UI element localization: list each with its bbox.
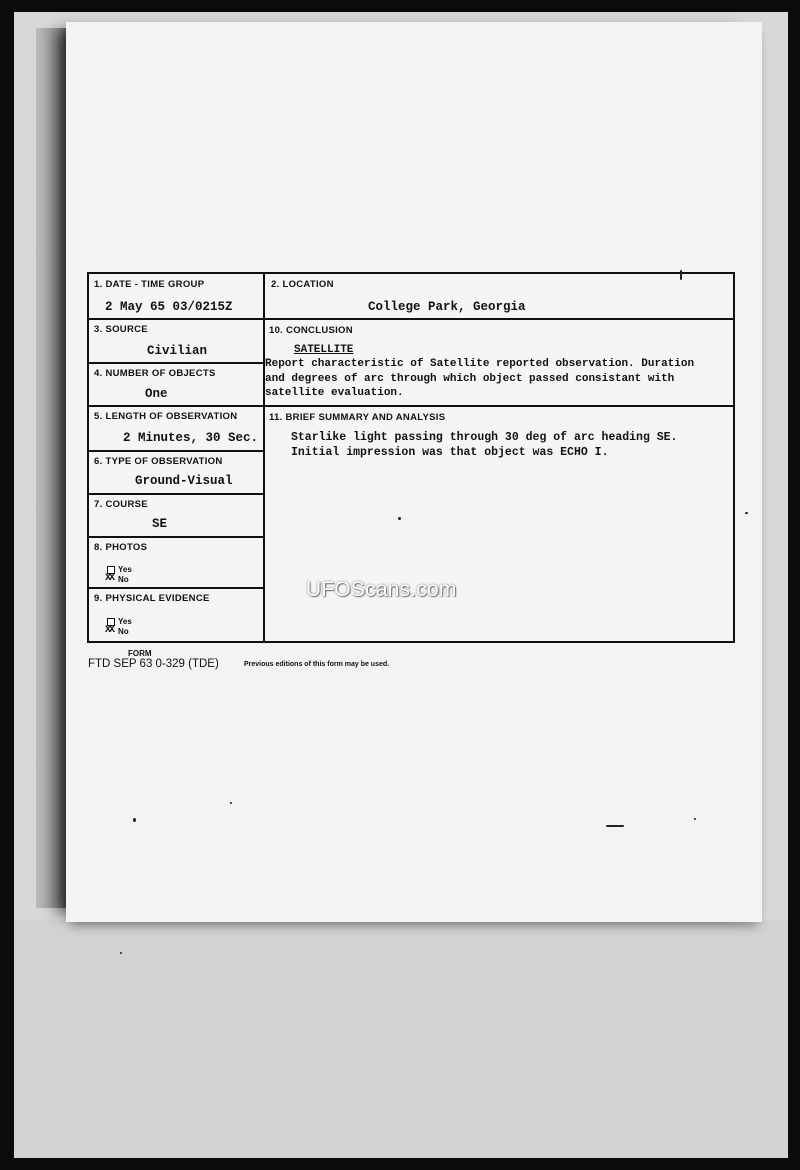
photos-no-checkbox[interactable]: XX (105, 573, 114, 584)
row-divider-length (89, 450, 265, 452)
evidence-label: 9. PHYSICAL EVIDENCE (94, 593, 210, 604)
dust-speck (230, 802, 232, 804)
conclusion-line-2: and degrees of arc through which object passed consistant with (265, 373, 675, 385)
evidence-no-checkbox[interactable]: XX (105, 625, 114, 636)
row-divider-top (89, 318, 733, 320)
form-word: FORM (128, 649, 152, 658)
length-value: 2 Minutes, 30 Sec. (123, 431, 259, 445)
photos-label: 8. PHOTOS (94, 542, 148, 553)
dust-speck (606, 825, 624, 827)
row-divider-course (89, 536, 265, 538)
row-divider-type (89, 493, 265, 495)
objects-label: 4. NUMBER OF OBJECTS (94, 368, 216, 379)
type-label: 6. TYPE OF OBSERVATION (94, 456, 223, 467)
form-note: Previous editions of this form may be used. (244, 661, 390, 668)
column-divider (263, 274, 265, 641)
source-label: 3. SOURCE (94, 324, 148, 335)
conclusion-heading: SATELLITE (294, 344, 354, 356)
date-value: 2 May 65 03/0215Z (105, 300, 233, 314)
sheet-shadow-edge (36, 28, 70, 908)
course-value: SE (152, 517, 168, 531)
course-label: 7. COURSE (94, 499, 148, 510)
row-divider-photos (89, 587, 265, 589)
conclusion-line-1: Report characteristic of Satellite reported observation. Duration (265, 358, 695, 370)
evidence-no-label: No (118, 627, 129, 636)
dust-speck (694, 818, 696, 820)
photos-yes-label: Yes (118, 565, 132, 574)
dust-speck (133, 818, 136, 822)
objects-value: One (145, 387, 168, 401)
evidence-yes-label: Yes (118, 617, 132, 626)
conclusion-label: 10. CONCLUSION (269, 325, 353, 336)
date-label: 1. DATE - TIME GROUP (94, 279, 205, 290)
summary-label: 11. BRIEF SUMMARY AND ANALYSIS (269, 412, 446, 423)
source-value: Civilian (147, 344, 208, 358)
row-divider-objects (89, 405, 733, 407)
scan-lower-area (14, 920, 788, 1158)
location-label: 2. LOCATION (271, 279, 334, 290)
type-value: Ground-Visual (135, 474, 233, 488)
conclusion-line-3: satellite evaluation. (265, 387, 404, 399)
photos-no-label: No (118, 575, 129, 584)
form-id: FTD SEP 63 0-329 (TDE) (88, 658, 219, 670)
watermark: UFOScans.com (306, 578, 457, 601)
dust-speck (680, 270, 682, 280)
row-divider-source (89, 362, 265, 364)
dust-speck (745, 512, 748, 514)
summary-line-2: Initial impression was that object was ECHO I. (291, 446, 609, 459)
summary-line-1: Starlike light passing through 30 deg of arc heading SE. (291, 431, 678, 444)
dust-speck (120, 952, 122, 954)
location-value: College Park, Georgia (368, 300, 526, 314)
dust-speck (398, 517, 401, 520)
length-label: 5. LENGTH OF OBSERVATION (94, 411, 238, 422)
